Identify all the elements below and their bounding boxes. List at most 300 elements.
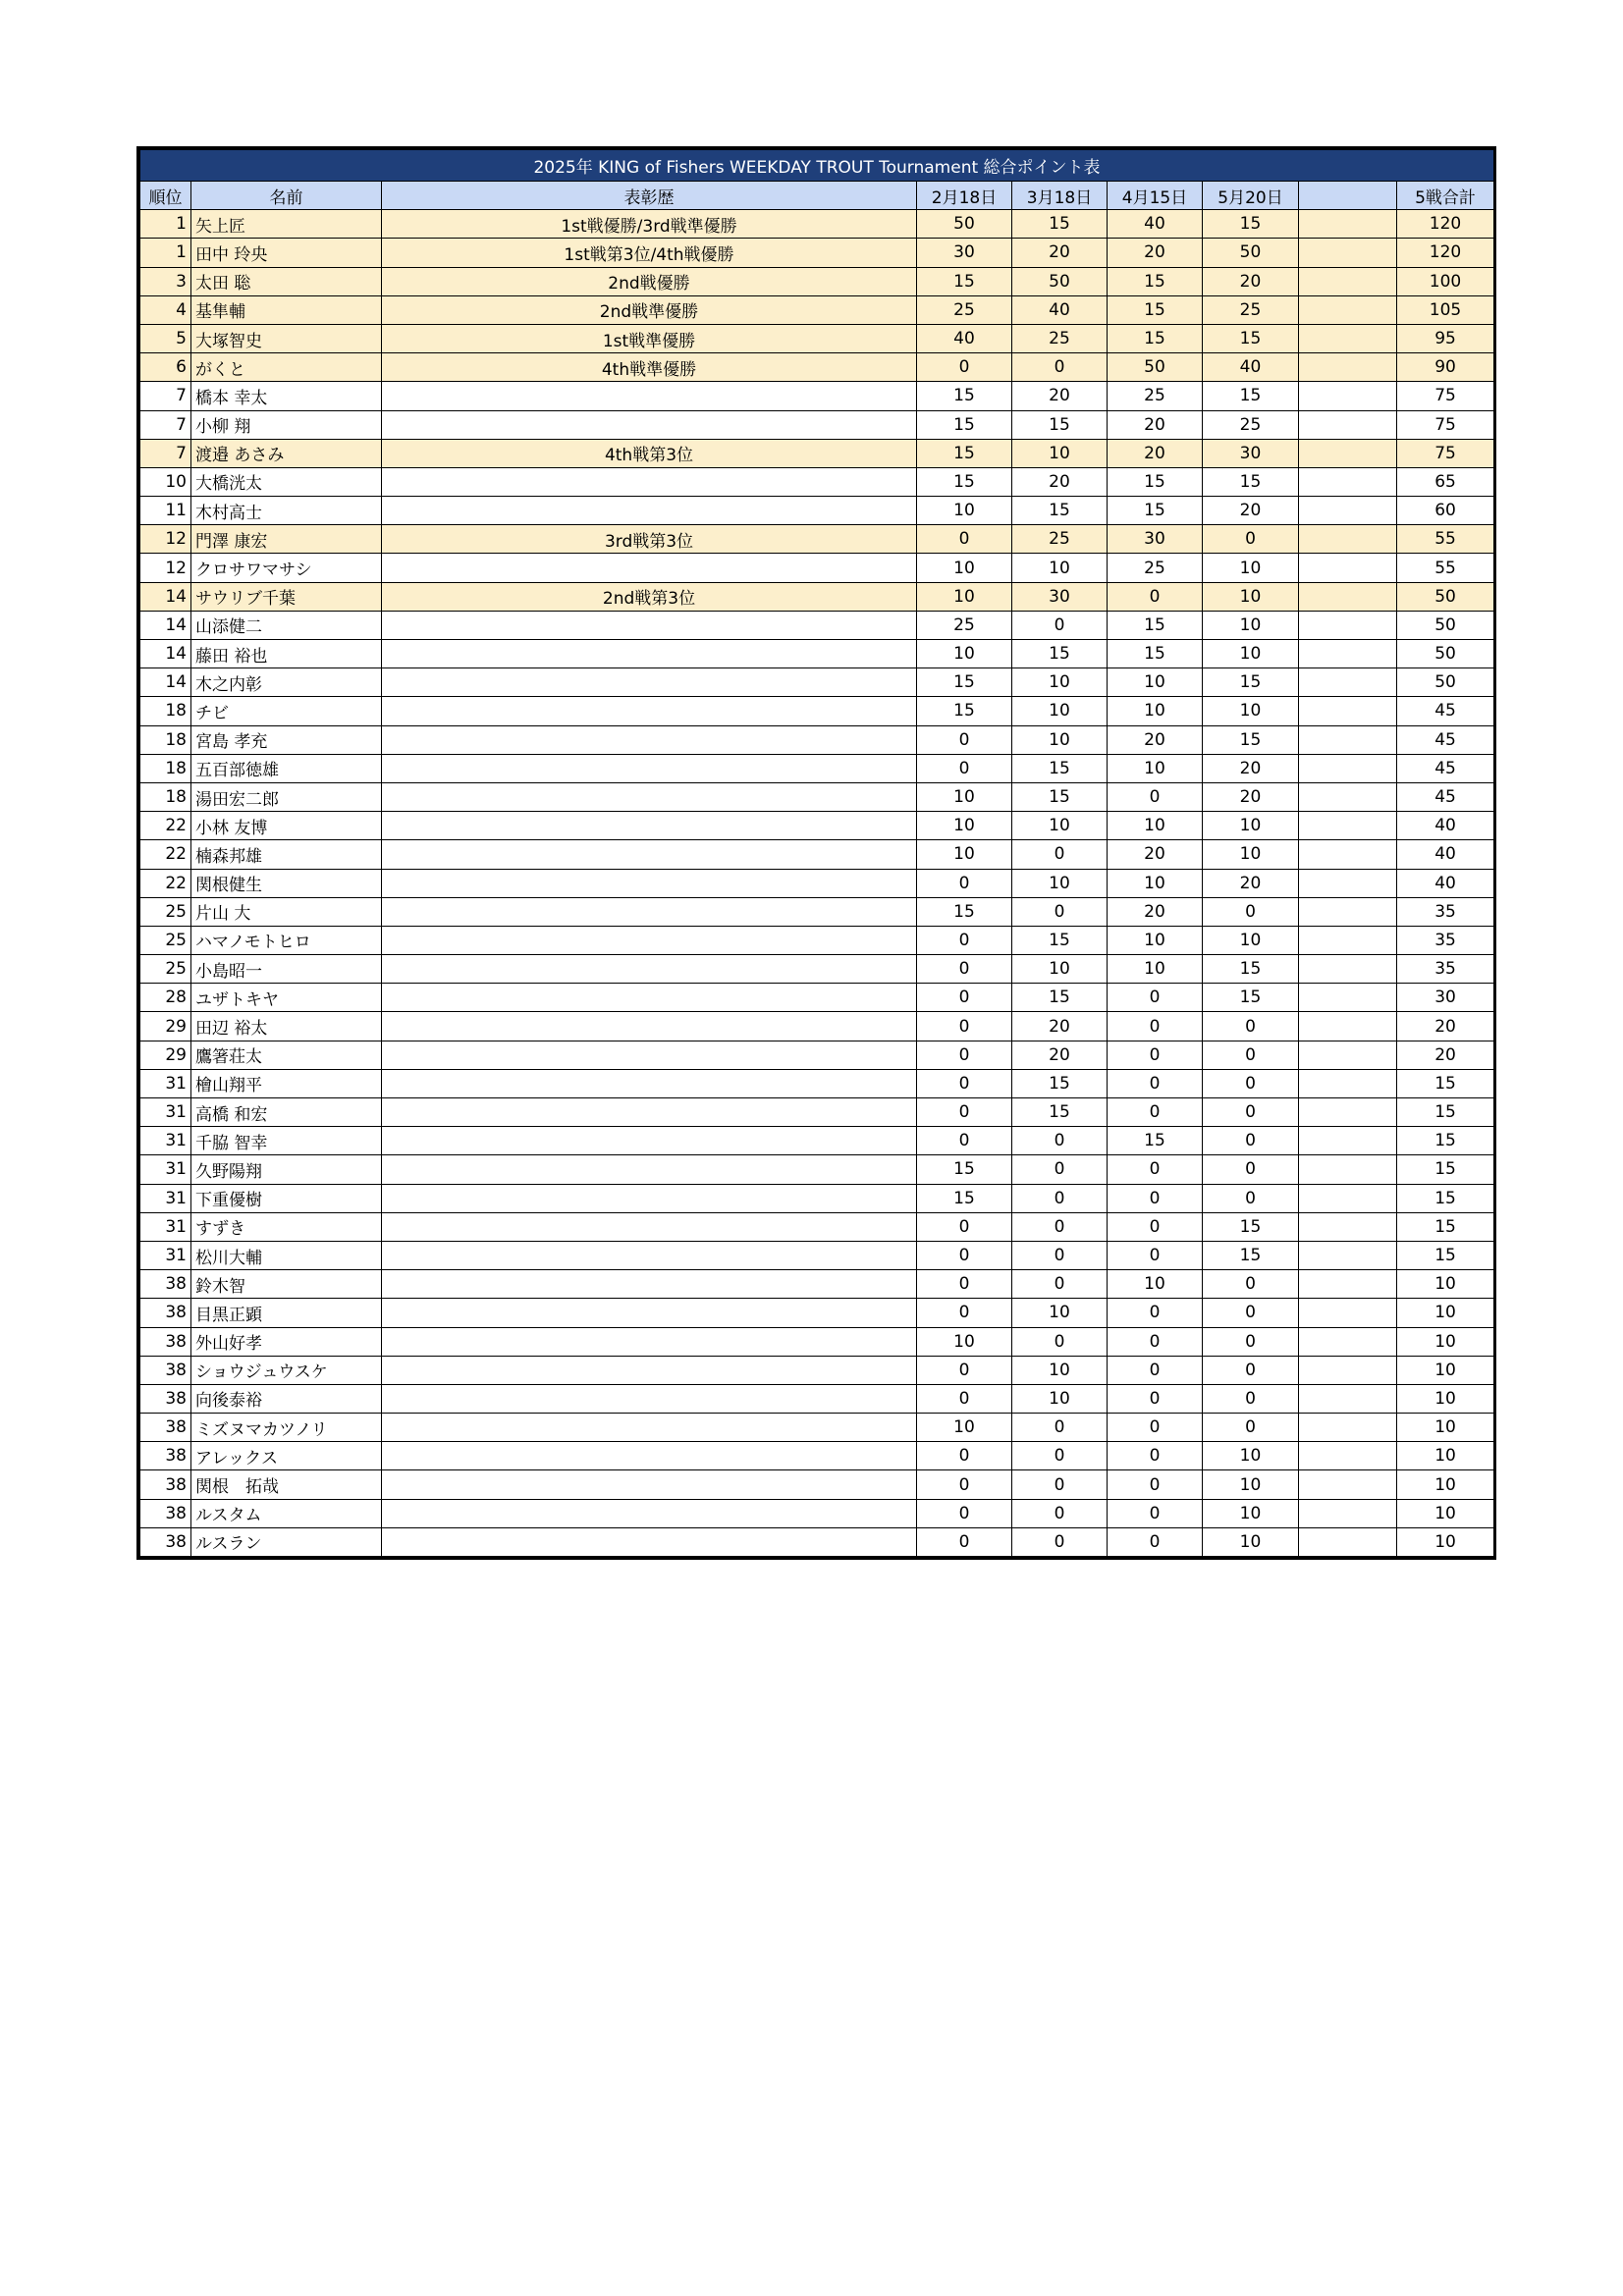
total-cell: 50: [1397, 640, 1494, 668]
points-cell-3: 10: [1108, 697, 1203, 725]
name-cell: がくと: [191, 353, 382, 382]
award-cell: 2nd戦準優勝: [382, 295, 917, 324]
rank-cell: 38: [140, 1414, 191, 1442]
points-cell-5: [1299, 725, 1397, 754]
points-cell-1: 0: [917, 1470, 1012, 1499]
award-cell: [382, 869, 917, 897]
points-cell-2: 20: [1012, 239, 1108, 267]
rank-cell: 4: [140, 295, 191, 324]
award-cell: [382, 1098, 917, 1127]
rank-cell: 29: [140, 1041, 191, 1069]
points-cell-1: 0: [917, 725, 1012, 754]
points-cell-5: [1299, 1069, 1397, 1097]
points-cell-5: [1299, 926, 1397, 954]
award-cell: [382, 1414, 917, 1442]
header-date-4: 5月20日: [1203, 182, 1299, 210]
header-total: 5戦合計: [1397, 182, 1494, 210]
points-cell-3: 50: [1108, 353, 1203, 382]
award-cell: [382, 1155, 917, 1184]
name-cell: 山添健二: [191, 611, 382, 639]
table-title: 2025年 KING of Fishers WEEKDAY TROUT Tournament 総合ポイント表: [140, 150, 1494, 182]
total-cell: 100: [1397, 267, 1494, 295]
points-cell-3: 30: [1108, 525, 1203, 554]
points-cell-2: 0: [1012, 1470, 1108, 1499]
points-cell-3: 0: [1108, 1241, 1203, 1269]
rank-cell: 18: [140, 754, 191, 782]
points-cell-5: [1299, 611, 1397, 639]
points-cell-4: 15: [1203, 382, 1299, 410]
points-cell-3: 20: [1108, 410, 1203, 439]
points-cell-3: 0: [1108, 984, 1203, 1012]
award-cell: 3rd戦第3位: [382, 525, 917, 554]
rank-cell: 29: [140, 1012, 191, 1041]
points-cell-4: 0: [1203, 1327, 1299, 1356]
points-cell-1: 15: [917, 668, 1012, 697]
name-cell: 下重優樹: [191, 1184, 382, 1212]
total-cell: 10: [1397, 1499, 1494, 1527]
points-cell-3: 0: [1108, 782, 1203, 811]
points-cell-5: [1299, 897, 1397, 926]
total-cell: 20: [1397, 1041, 1494, 1069]
points-cell-3: 0: [1108, 1499, 1203, 1527]
points-cell-4: 10: [1203, 640, 1299, 668]
points-cell-3: 10: [1108, 926, 1203, 954]
points-cell-5: [1299, 1184, 1397, 1212]
name-cell: 鷹箸荘太: [191, 1041, 382, 1069]
points-cell-4: 10: [1203, 697, 1299, 725]
points-cell-1: 10: [917, 640, 1012, 668]
total-cell: 15: [1397, 1184, 1494, 1212]
points-cell-2: 25: [1012, 525, 1108, 554]
total-cell: 10: [1397, 1299, 1494, 1327]
table-row: [140, 1212, 1494, 1241]
total-cell: 10: [1397, 1384, 1494, 1413]
points-cell-3: 0: [1108, 1414, 1203, 1442]
points-cell-3: 0: [1108, 1212, 1203, 1241]
points-cell-1: 25: [917, 611, 1012, 639]
points-cell-5: [1299, 812, 1397, 840]
name-cell: 門澤 康宏: [191, 525, 382, 554]
points-cell-5: [1299, 668, 1397, 697]
table-row: [140, 324, 1494, 352]
points-cell-4: 0: [1203, 1155, 1299, 1184]
points-cell-3: 0: [1108, 1470, 1203, 1499]
points-cell-1: 0: [917, 1012, 1012, 1041]
points-cell-1: 0: [917, 1241, 1012, 1269]
rank-cell: 31: [140, 1127, 191, 1155]
points-cell-1: 0: [917, 984, 1012, 1012]
points-cell-3: 0: [1108, 1069, 1203, 1097]
points-cell-5: [1299, 1127, 1397, 1155]
points-cell-5: [1299, 1155, 1397, 1184]
points-cell-3: 15: [1108, 640, 1203, 668]
points-cell-4: 10: [1203, 840, 1299, 869]
points-cell-5: [1299, 984, 1397, 1012]
award-cell: [382, 1012, 917, 1041]
award-cell: [382, 1327, 917, 1356]
points-cell-3: 0: [1108, 1184, 1203, 1212]
rank-cell: 38: [140, 1299, 191, 1327]
points-cell-1: 15: [917, 1184, 1012, 1212]
header-name: 名前: [191, 182, 382, 210]
table-row: [140, 467, 1494, 496]
award-cell: [382, 382, 917, 410]
total-cell: 45: [1397, 782, 1494, 811]
points-cell-1: 30: [917, 239, 1012, 267]
points-cell-3: 0: [1108, 582, 1203, 611]
rank-cell: 7: [140, 439, 191, 467]
points-cell-1: 15: [917, 410, 1012, 439]
table-row: [140, 1127, 1494, 1155]
header-date-2: 3月18日: [1012, 182, 1108, 210]
points-cell-5: [1299, 239, 1397, 267]
table-row: [140, 1041, 1494, 1069]
points-cell-4: 0: [1203, 1356, 1299, 1384]
points-cell-1: 15: [917, 267, 1012, 295]
rank-cell: 38: [140, 1470, 191, 1499]
points-cell-5: [1299, 1356, 1397, 1384]
points-cell-5: [1299, 840, 1397, 869]
points-cell-3: 10: [1108, 955, 1203, 984]
name-cell: 渡邉 あさみ: [191, 439, 382, 467]
name-cell: 太田 聡: [191, 267, 382, 295]
name-cell: 矢上匠: [191, 210, 382, 239]
points-cell-5: [1299, 1270, 1397, 1299]
total-cell: 15: [1397, 1212, 1494, 1241]
award-cell: [382, 725, 917, 754]
points-cell-4: 15: [1203, 1241, 1299, 1269]
points-cell-5: [1299, 754, 1397, 782]
points-cell-5: [1299, 1470, 1397, 1499]
name-cell: ハマノモトヒロ: [191, 926, 382, 954]
total-cell: 35: [1397, 897, 1494, 926]
award-cell: 4th戦準優勝: [382, 353, 917, 382]
points-cell-5: [1299, 1212, 1397, 1241]
points-cell-4: 10: [1203, 1499, 1299, 1527]
points-cell-5: [1299, 525, 1397, 554]
points-cell-2: 10: [1012, 668, 1108, 697]
award-cell: [382, 668, 917, 697]
name-cell: 大塚智史: [191, 324, 382, 352]
name-cell: チビ: [191, 697, 382, 725]
rank-cell: 11: [140, 497, 191, 525]
rank-cell: 31: [140, 1212, 191, 1241]
table-row: [140, 926, 1494, 954]
points-cell-3: 0: [1108, 1442, 1203, 1470]
points-cell-3: 0: [1108, 1155, 1203, 1184]
table-row: [140, 1499, 1494, 1527]
total-cell: 60: [1397, 497, 1494, 525]
rank-cell: 38: [140, 1356, 191, 1384]
points-cell-4: 0: [1203, 1041, 1299, 1069]
award-cell: [382, 984, 917, 1012]
name-cell: 木村高士: [191, 497, 382, 525]
table-row: [140, 668, 1494, 697]
table-row: [140, 897, 1494, 926]
points-cell-3: 15: [1108, 611, 1203, 639]
points-cell-4: 15: [1203, 1212, 1299, 1241]
points-cell-4: 25: [1203, 295, 1299, 324]
points-cell-2: 0: [1012, 1184, 1108, 1212]
award-cell: [382, 1384, 917, 1413]
total-cell: 50: [1397, 582, 1494, 611]
total-cell: 10: [1397, 1270, 1494, 1299]
rank-cell: 22: [140, 840, 191, 869]
points-cell-3: 0: [1108, 1356, 1203, 1384]
points-cell-2: 15: [1012, 640, 1108, 668]
points-cell-2: 10: [1012, 1384, 1108, 1413]
table-body: [140, 210, 1494, 1557]
points-cell-1: 0: [917, 1384, 1012, 1413]
points-cell-5: [1299, 1241, 1397, 1269]
points-cell-5: [1299, 1442, 1397, 1470]
table-row: [140, 782, 1494, 811]
total-cell: 30: [1397, 984, 1494, 1012]
points-cell-4: 0: [1203, 1299, 1299, 1327]
points-cell-2: 25: [1012, 324, 1108, 352]
table-row: [140, 754, 1494, 782]
points-cell-5: [1299, 955, 1397, 984]
points-cell-5: [1299, 640, 1397, 668]
rank-cell: 38: [140, 1527, 191, 1556]
total-cell: 10: [1397, 1356, 1494, 1384]
points-cell-2: 15: [1012, 410, 1108, 439]
points-cell-1: 0: [917, 353, 1012, 382]
points-cell-5: [1299, 1299, 1397, 1327]
award-cell: [382, 1299, 917, 1327]
name-cell: 楠森邦雄: [191, 840, 382, 869]
points-cell-5: [1299, 1384, 1397, 1413]
name-cell: 湯田宏二郎: [191, 782, 382, 811]
total-cell: 40: [1397, 840, 1494, 869]
points-cell-4: 0: [1203, 897, 1299, 926]
points-cell-4: 10: [1203, 611, 1299, 639]
points-cell-2: 15: [1012, 984, 1108, 1012]
points-cell-3: 40: [1108, 210, 1203, 239]
total-cell: 35: [1397, 926, 1494, 954]
points-cell-4: 25: [1203, 410, 1299, 439]
award-cell: [382, 697, 917, 725]
table-row: [140, 410, 1494, 439]
points-cell-4: 0: [1203, 1127, 1299, 1155]
points-cell-4: 15: [1203, 984, 1299, 1012]
points-cell-1: 0: [917, 1098, 1012, 1127]
points-cell-4: 20: [1203, 782, 1299, 811]
table-row: [140, 525, 1494, 554]
points-cell-5: [1299, 439, 1397, 467]
name-cell: すずき: [191, 1212, 382, 1241]
points-cell-1: 0: [917, 1499, 1012, 1527]
name-cell: クロサワマサシ: [191, 554, 382, 582]
points-cell-3: 0: [1108, 1299, 1203, 1327]
header-date-1: 2月18日: [917, 182, 1012, 210]
table-row: [140, 1012, 1494, 1041]
points-cell-3: 15: [1108, 324, 1203, 352]
award-cell: [382, 1499, 917, 1527]
award-cell: [382, 955, 917, 984]
table-row: [140, 1527, 1494, 1556]
points-cell-2: 10: [1012, 955, 1108, 984]
name-cell: 関根健生: [191, 869, 382, 897]
points-cell-5: [1299, 1041, 1397, 1069]
award-cell: 1st戦優勝/3rd戦準優勝: [382, 210, 917, 239]
points-cell-4: 0: [1203, 1384, 1299, 1413]
total-cell: 15: [1397, 1098, 1494, 1127]
points-cell-2: 0: [1012, 1527, 1108, 1556]
name-cell: 関根 拓哉: [191, 1470, 382, 1499]
name-cell: 久野陽翔: [191, 1155, 382, 1184]
points-cell-4: 0: [1203, 1184, 1299, 1212]
award-cell: [382, 1127, 917, 1155]
header-row: [140, 182, 1494, 210]
points-cell-4: 15: [1203, 955, 1299, 984]
points-cell-2: 15: [1012, 1069, 1108, 1097]
table-row: [140, 611, 1494, 639]
rank-cell: 31: [140, 1069, 191, 1097]
table-row: [140, 812, 1494, 840]
points-cell-4: 15: [1203, 668, 1299, 697]
points-cell-5: [1299, 1098, 1397, 1127]
points-cell-4: 40: [1203, 353, 1299, 382]
award-cell: [382, 1527, 917, 1556]
table-row: [140, 1270, 1494, 1299]
points-cell-1: 15: [917, 1155, 1012, 1184]
total-cell: 10: [1397, 1442, 1494, 1470]
points-cell-1: 0: [917, 1270, 1012, 1299]
name-cell: 外山好孝: [191, 1327, 382, 1356]
points-cell-2: 10: [1012, 439, 1108, 467]
points-cell-4: 0: [1203, 1098, 1299, 1127]
points-cell-1: 40: [917, 324, 1012, 352]
points-cell-5: [1299, 1527, 1397, 1556]
points-cell-1: 15: [917, 467, 1012, 496]
points-cell-1: 25: [917, 295, 1012, 324]
points-cell-2: 10: [1012, 1356, 1108, 1384]
header-award: 表彰歴: [382, 182, 917, 210]
name-cell: 宮島 孝充: [191, 725, 382, 754]
points-cell-2: 10: [1012, 1299, 1108, 1327]
points-cell-2: 15: [1012, 754, 1108, 782]
award-cell: [382, 840, 917, 869]
points-cell-4: 15: [1203, 467, 1299, 496]
points-cell-3: 10: [1108, 1270, 1203, 1299]
award-cell: [382, 1470, 917, 1499]
points-cell-4: 0: [1203, 1270, 1299, 1299]
table-row: [140, 1442, 1494, 1470]
total-cell: 120: [1397, 210, 1494, 239]
points-cell-5: [1299, 353, 1397, 382]
points-cell-5: [1299, 1414, 1397, 1442]
table-row: [140, 640, 1494, 668]
rank-cell: 38: [140, 1327, 191, 1356]
points-cell-3: 0: [1108, 1098, 1203, 1127]
table-row: [140, 1356, 1494, 1384]
award-cell: [382, 1069, 917, 1097]
points-cell-5: [1299, 497, 1397, 525]
name-cell: ルスタム: [191, 1499, 382, 1527]
rank-cell: 31: [140, 1155, 191, 1184]
rank-cell: 38: [140, 1270, 191, 1299]
award-cell: [382, 1184, 917, 1212]
name-cell: 高橋 和宏: [191, 1098, 382, 1127]
award-cell: [382, 640, 917, 668]
total-cell: 45: [1397, 725, 1494, 754]
rank-cell: 18: [140, 697, 191, 725]
rank-cell: 25: [140, 897, 191, 926]
rank-cell: 14: [140, 668, 191, 697]
points-cell-4: 20: [1203, 267, 1299, 295]
award-cell: [382, 554, 917, 582]
points-cell-1: 50: [917, 210, 1012, 239]
points-cell-1: 0: [917, 869, 1012, 897]
name-cell: 目黒正顕: [191, 1299, 382, 1327]
points-cell-2: 15: [1012, 497, 1108, 525]
points-cell-3: 10: [1108, 668, 1203, 697]
points-cell-3: 0: [1108, 1527, 1203, 1556]
points-cell-1: 0: [917, 955, 1012, 984]
points-cell-4: 0: [1203, 1414, 1299, 1442]
points-cell-1: 0: [917, 1069, 1012, 1097]
total-cell: 45: [1397, 697, 1494, 725]
points-cell-1: 10: [917, 554, 1012, 582]
table-row: [140, 697, 1494, 725]
name-cell: 檜山翔平: [191, 1069, 382, 1097]
points-cell-4: 15: [1203, 210, 1299, 239]
total-cell: 55: [1397, 525, 1494, 554]
rank-cell: 7: [140, 382, 191, 410]
name-cell: サウリブ千葉: [191, 582, 382, 611]
rank-cell: 10: [140, 467, 191, 496]
total-cell: 45: [1397, 754, 1494, 782]
name-cell: 木之内彰: [191, 668, 382, 697]
points-cell-3: 15: [1108, 295, 1203, 324]
award-cell: [382, 1270, 917, 1299]
rank-cell: 1: [140, 239, 191, 267]
points-cell-4: 20: [1203, 497, 1299, 525]
total-cell: 55: [1397, 554, 1494, 582]
points-cell-3: 20: [1108, 897, 1203, 926]
points-cell-2: 10: [1012, 554, 1108, 582]
points-cell-3: 0: [1108, 1041, 1203, 1069]
table-row: [140, 984, 1494, 1012]
points-cell-5: [1299, 697, 1397, 725]
rank-cell: 14: [140, 582, 191, 611]
points-cell-2: 0: [1012, 1155, 1108, 1184]
rank-cell: 38: [140, 1384, 191, 1413]
points-cell-5: [1299, 869, 1397, 897]
name-cell: 鈴木智: [191, 1270, 382, 1299]
points-cell-4: 50: [1203, 239, 1299, 267]
points-cell-3: 15: [1108, 467, 1203, 496]
award-cell: [382, 897, 917, 926]
points-cell-3: 25: [1108, 554, 1203, 582]
name-cell: 五百部徳雄: [191, 754, 382, 782]
table-row: [140, 1384, 1494, 1413]
name-cell: 基隼輔: [191, 295, 382, 324]
points-cell-1: 0: [917, 926, 1012, 954]
points-cell-1: 0: [917, 1442, 1012, 1470]
rank-cell: 14: [140, 611, 191, 639]
table-row: [140, 353, 1494, 382]
award-cell: [382, 1442, 917, 1470]
rank-cell: 18: [140, 782, 191, 811]
table-row: [140, 1184, 1494, 1212]
name-cell: 大橋洸太: [191, 467, 382, 496]
total-cell: 75: [1397, 439, 1494, 467]
award-cell: [382, 782, 917, 811]
points-cell-4: 10: [1203, 812, 1299, 840]
points-cell-2: 20: [1012, 1012, 1108, 1041]
